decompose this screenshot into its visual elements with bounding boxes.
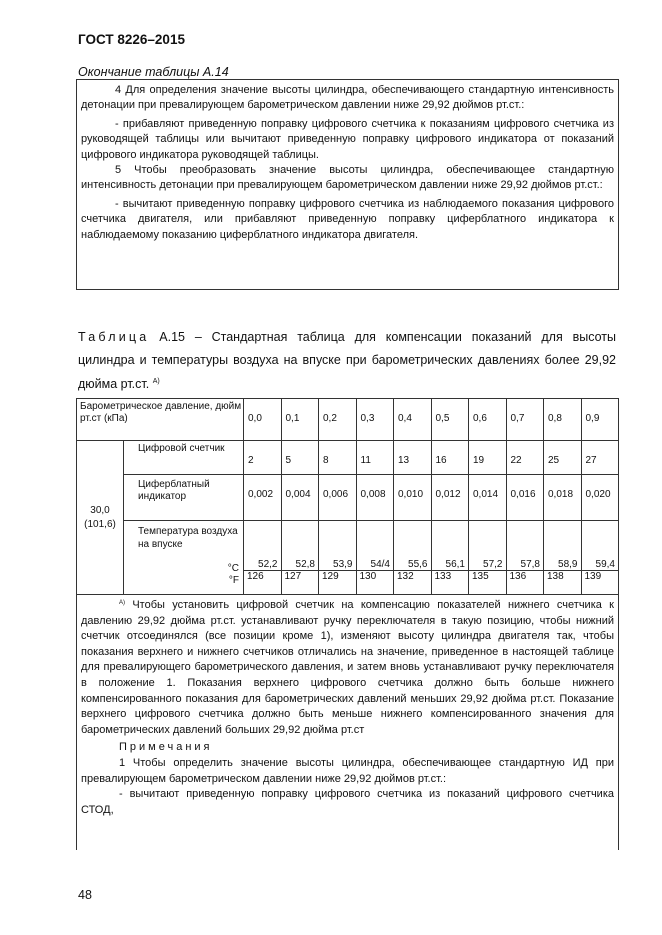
caption-number: А.15 [159,330,185,344]
temp-cell [244,521,282,595]
temp-c: 57,8 [520,559,540,570]
caption-footnote-mark: А) [152,378,160,385]
table-cell: 22 [506,441,544,475]
table-cell: 11 [356,441,394,475]
base-pressure-cell [77,441,124,595]
table-a15-caption [78,326,616,396]
temp-cell [581,521,619,595]
footnote [81,596,614,738]
temp-f: 129 [319,570,356,582]
table-cell: 0,016 [506,475,544,521]
pressure-header: Барометрическое давление, дюйм рт.ст (кПа) [77,399,244,441]
table-a15 [76,398,619,595]
a14-paragraph: 4 Для определения значение высоты цилиндра, обеспечивающего стандартную интенсивность детонации при превалирующем барометрическом давлении ниже 29,92 дюймов рт.ст.: [81,84,614,112]
temp-f: 135 [469,570,506,582]
pressure-col: 0,9 [581,399,619,441]
table-cell: 0,018 [544,475,582,521]
base-pressure: 30,0 [90,504,110,516]
table-cell: 0,020 [581,475,619,521]
temp-c: 55,6 [408,559,428,570]
table-header-row [77,399,619,441]
unit-celsius: °С [227,563,239,574]
table-cell: 0,010 [394,475,432,521]
pressure-col: 0,1 [281,399,319,441]
temp-c: 54/4 [370,559,390,570]
temp-cell [281,521,319,595]
table-cell: 0,006 [319,475,357,521]
a14-paragraph: - вычитают приведенную поправку цифрового счетчика из наблюдаемого показания цифрового счетчика двигателя, или прибавляют приведенную поправку циферблатного индикатора к наблюдаемому показанию циферблатного индикатора двигателя. [81,197,614,241]
temp-cell [394,521,432,595]
table-cell: 0,004 [281,475,319,521]
temp-c: 52,2 [258,559,278,570]
table-cell: 0,014 [469,475,507,521]
table-a15-footnotes-box [76,592,619,850]
table-cell: 0,012 [431,475,469,521]
note-item: 1 Чтобы определить значение высоты цилиндра, обеспечивающее стандартную ИД при превалирующем барометрическом давлении ниже 29,92 дюймов рт.ст.: [81,756,614,785]
temp-c: 56,1 [445,559,465,570]
table-row-digital-counter [77,441,619,475]
table-cell: 19 [469,441,507,475]
temp-f: 138 [544,570,581,582]
temp-cell [506,521,544,595]
pressure-col: 0,6 [469,399,507,441]
row-label-intake-temp-cell [124,521,244,595]
table-cell: 0,002 [244,475,282,521]
table-cell: 0,008 [356,475,394,521]
table-row-dial-indicator [77,475,619,521]
pressure-col: 0,7 [506,399,544,441]
pressure-col: 0,4 [394,399,432,441]
pressure-col: 0,0 [244,399,282,441]
page-number: 48 [78,888,92,902]
temp-f: 132 [394,570,431,582]
temp-c: 59,4 [595,559,615,570]
temp-f: 130 [357,570,394,582]
temp-c: 57,2 [483,559,503,570]
caption-word: Таблица [78,330,150,344]
table-cell: 25 [544,441,582,475]
temp-f: 139 [582,570,619,582]
temp-f: 133 [432,570,469,582]
note-item: - вычитают приведенную поправку цифрового счетчика из показаний цифрового счетчика СТОД, [81,788,614,816]
table-cell: 8 [319,441,357,475]
continuation-caption: Окончание таблицы А.14 [78,65,229,79]
footnote-text: Чтобы установить цифровой счетчик на компенсацию показателей нижнего счетчика к давлению 29,92 дюйма рт.ст. устанавливают ручку переключателя в такую позицию, чтобы нижний счетчик отсоединялся (все позиции кроме 1), изменяют высоту цилиндра двигателя так, чтобы показания верхнего и нижнего счетчиков отличались на значение, приведенное в настоящей таблице для превалирующего барометрического давления, и затем вновь устанавливают ручку переключателя в положение 1. Показания верхнего цифрового счетчика должно быть больше нижнего компенсированного показания для барометрических давлений меньших 29,92 дюйма рт.ст. Показание верхнего цифрового счетчика должно быть меньше нижнего компенсированного значения для барометрических давлений больших 29,92 дюйма рт.ст [81,599,614,736]
table-cell: 13 [394,441,432,475]
a14-paragraph: - прибавляют приведенную поправку цифрового счетчика к показаниям цифрового счетчика из руководящей таблицы или вычитают приведенную поправку цифрового индикатора от показаний цифрового индикатора руководящей таблицы. [81,117,614,161]
footnote-mark: А) [119,600,125,606]
table-cell: 5 [281,441,319,475]
pressure-col: 0,2 [319,399,357,441]
pressure-col: 0,8 [544,399,582,441]
document-header: ГОСТ 8226–2015 [78,32,185,47]
temp-c: 53,9 [333,559,353,570]
temp-f: 136 [507,570,544,582]
temp-cell [431,521,469,595]
pressure-col: 0,3 [356,399,394,441]
unit-fahrenheit: °F [228,575,239,586]
pressure-col: 0,5 [431,399,469,441]
temp-cell [319,521,357,595]
temp-cell [356,521,394,595]
row-label-intake-temp: Температура воздуха на впуске [138,526,238,550]
temp-cell [544,521,582,595]
table-row-intake-temp [77,521,619,595]
caption-text: – Стандартная таблица для компенсации показаний для высоты цилиндра и температуры воздуха на впуске при барометрических давлениях более 29,92 дюйма рт.ст. [78,330,616,391]
temp-c: 58,9 [558,559,578,570]
table-cell: 16 [431,441,469,475]
table-a14-end-box [76,79,619,290]
table-cell: 27 [581,441,619,475]
base-pressure-kpa: (101,6) [84,518,116,530]
row-label-digital-counter: Цифровой счетчик [124,441,244,475]
temp-f: 126 [244,570,281,582]
a14-paragraph: 5 Чтобы преобразовать значение высоты цилиндра, обеспечивающее стандартную интенсивность детонации при превалирующем барометрическом давлении ниже 29,92 дюймов рт.ст.: [81,164,614,192]
row-label-dial-indicator: Циферблатный индикатор [124,475,244,521]
temp-f: 127 [282,570,319,582]
temp-c: 52,8 [295,559,315,570]
notes-heading: Примечания [119,741,213,754]
temp-cell [469,521,507,595]
table-cell: 2 [244,441,282,475]
